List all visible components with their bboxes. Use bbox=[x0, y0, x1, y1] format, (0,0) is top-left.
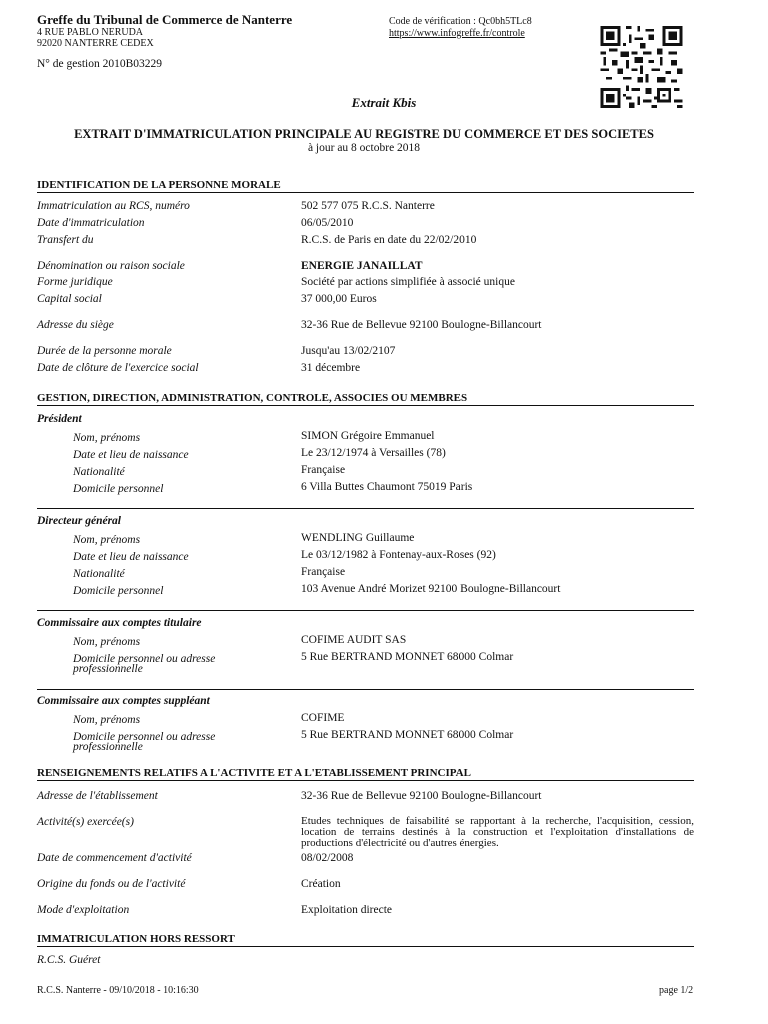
greffe-name: Greffe du Tribunal de Commerce de Nanterre bbox=[37, 12, 293, 27]
greffe-address-line1: 4 RUE PABLO NERUDA bbox=[37, 27, 144, 38]
row-label: Activité(s) exercée(s) bbox=[37, 816, 134, 828]
row-label: Adresse de l'établissement bbox=[37, 790, 158, 802]
row-value: 06/05/2010 bbox=[301, 217, 354, 229]
row-label: Nom, prénoms bbox=[73, 714, 141, 726]
section-identification-heading: IDENTIFICATION DE LA PERSONNE MORALE bbox=[37, 179, 694, 193]
row-value: SIMON Grégoire Emmanuel bbox=[301, 430, 435, 442]
row-value: WENDLING Guillaume bbox=[301, 532, 415, 544]
gestion-number: N° de gestion 2010B03229 bbox=[37, 58, 163, 70]
company-name: ENERGIE JANAILLAT bbox=[301, 260, 423, 272]
divider bbox=[37, 610, 694, 611]
row-value: 502 577 075 R.C.S. Nanterre bbox=[301, 200, 435, 212]
row-value: Exploitation directe bbox=[301, 904, 393, 916]
row-label: Mode d'exploitation bbox=[37, 904, 130, 916]
row-label: Date et lieu de naissance bbox=[73, 449, 189, 461]
role-cac-suppleant: Commissaire aux comptes suppléant bbox=[37, 695, 210, 707]
row-label: Domicile personnel ou adresse professionnelle bbox=[73, 653, 216, 675]
row-label: Domicile personnel bbox=[73, 483, 164, 495]
row-label: Durée de la personne morale bbox=[37, 345, 172, 357]
row-label: Nom, prénoms bbox=[73, 432, 141, 444]
row-value: COFIME bbox=[301, 712, 345, 724]
row-value: Le 03/12/1982 à Fontenay-aux-Roses (92) bbox=[301, 549, 496, 561]
row-label: Immatriculation au RCS, numéro bbox=[37, 200, 190, 212]
main-title: EXTRAIT D'IMMATRICULATION PRINCIPALE AU REGISTRE DU COMMERCE ET DES SOCIETES bbox=[74, 127, 654, 141]
row-value: 37 000,00 Euros bbox=[301, 293, 377, 305]
row-value: Création bbox=[301, 878, 341, 890]
greffe-address-line2: 92020 NANTERRE CEDEX bbox=[37, 38, 154, 49]
row-value: 08/02/2008 bbox=[301, 852, 354, 864]
section-gestion-heading: GESTION, DIRECTION, ADMINISTRATION, CONTROLE, ASSOCIES OU MEMBRES bbox=[37, 392, 694, 406]
verification-link[interactable]: https://www.infogreffe.fr/controle bbox=[389, 28, 525, 39]
row-value: 5 Rue BERTRAND MONNET 68000 Colmar bbox=[301, 729, 514, 741]
row-label: Nationalité bbox=[73, 466, 125, 478]
row-label: Nom, prénoms bbox=[73, 534, 141, 546]
role-president: Président bbox=[37, 413, 82, 425]
row-value: 31 décembre bbox=[301, 362, 361, 374]
row-value: COFIME AUDIT SAS bbox=[301, 634, 407, 646]
row-value: Société par actions simplifiée à associé unique bbox=[301, 276, 515, 288]
section-activite-heading: RENSEIGNEMENTS RELATIFS A L'ACTIVITE ET A L'ETABLISSEMENT PRINCIPAL bbox=[37, 767, 694, 781]
row-label: Date de clôture de l'exercice social bbox=[37, 362, 199, 374]
row-label: Nom, prénoms bbox=[73, 636, 141, 648]
row-label: Transfert du bbox=[37, 234, 94, 246]
row-value: Française bbox=[301, 566, 346, 578]
row-label: Date d'immatriculation bbox=[37, 217, 145, 229]
row-label: Origine du fonds ou de l'activité bbox=[37, 878, 186, 890]
section-hors-ressort-heading: IMMATRICULATION HORS RESSORT bbox=[37, 933, 694, 947]
activite-description: Etudes techniques de faisabilité se rapportant à la recherche, l'acquisition, cession, location de terrains destinés à la construction et l'exploitation d'installations de productions d'électricité ou d'autres énergies. bbox=[301, 815, 694, 849]
row-value: 103 Avenue André Morizet 92100 Boulogne-Billancourt bbox=[301, 583, 561, 595]
row-value: Française bbox=[301, 464, 346, 476]
row-label: Domicile personnel ou adresse professionnelle bbox=[73, 731, 216, 753]
row-label: Dénomination ou raison sociale bbox=[37, 260, 185, 272]
row-value: 32-36 Rue de Bellevue 92100 Boulogne-Billancourt bbox=[301, 319, 542, 331]
update-date: à jour au 8 octobre 2018 bbox=[307, 142, 421, 154]
hors-ressort-value: R.C.S. Guéret bbox=[37, 954, 101, 966]
verification-block bbox=[389, 16, 532, 40]
row-label: Capital social bbox=[37, 293, 102, 305]
footer-timestamp: R.C.S. Nanterre - 09/10/2018 - 10:16:30 bbox=[37, 985, 199, 996]
page-number: page 1/2 bbox=[659, 985, 694, 996]
row-label: Adresse du siège bbox=[37, 319, 114, 331]
row-value: 32-36 Rue de Bellevue 92100 Boulogne-Billancourt bbox=[301, 790, 542, 802]
role-cac-titulaire: Commissaire aux comptes titulaire bbox=[37, 617, 202, 629]
row-value: R.C.S. de Paris en date du 22/02/2010 bbox=[301, 234, 477, 246]
row-value: Jusqu'au 13/02/2107 bbox=[301, 345, 396, 357]
row-label: Forme juridique bbox=[37, 276, 113, 288]
row-label: Nationalité bbox=[73, 568, 125, 580]
row-value: Le 23/12/1974 à Versailles (78) bbox=[301, 447, 446, 459]
divider bbox=[37, 689, 694, 690]
verification-code: Code de vérification : Qc0bh5TLc8 bbox=[389, 16, 532, 27]
extrait-kbis-title: Extrait Kbis bbox=[351, 95, 417, 110]
row-label: Domicile personnel bbox=[73, 585, 164, 597]
row-label: Date et lieu de naissance bbox=[73, 551, 189, 563]
role-directeur-general: Directeur général bbox=[37, 515, 122, 527]
divider bbox=[37, 508, 694, 509]
row-value: 5 Rue BERTRAND MONNET 68000 Colmar bbox=[301, 651, 514, 663]
row-value: 6 Villa Buttes Chaumont 75019 Paris bbox=[301, 481, 473, 493]
row-label: Date de commencement d'activité bbox=[37, 852, 192, 864]
